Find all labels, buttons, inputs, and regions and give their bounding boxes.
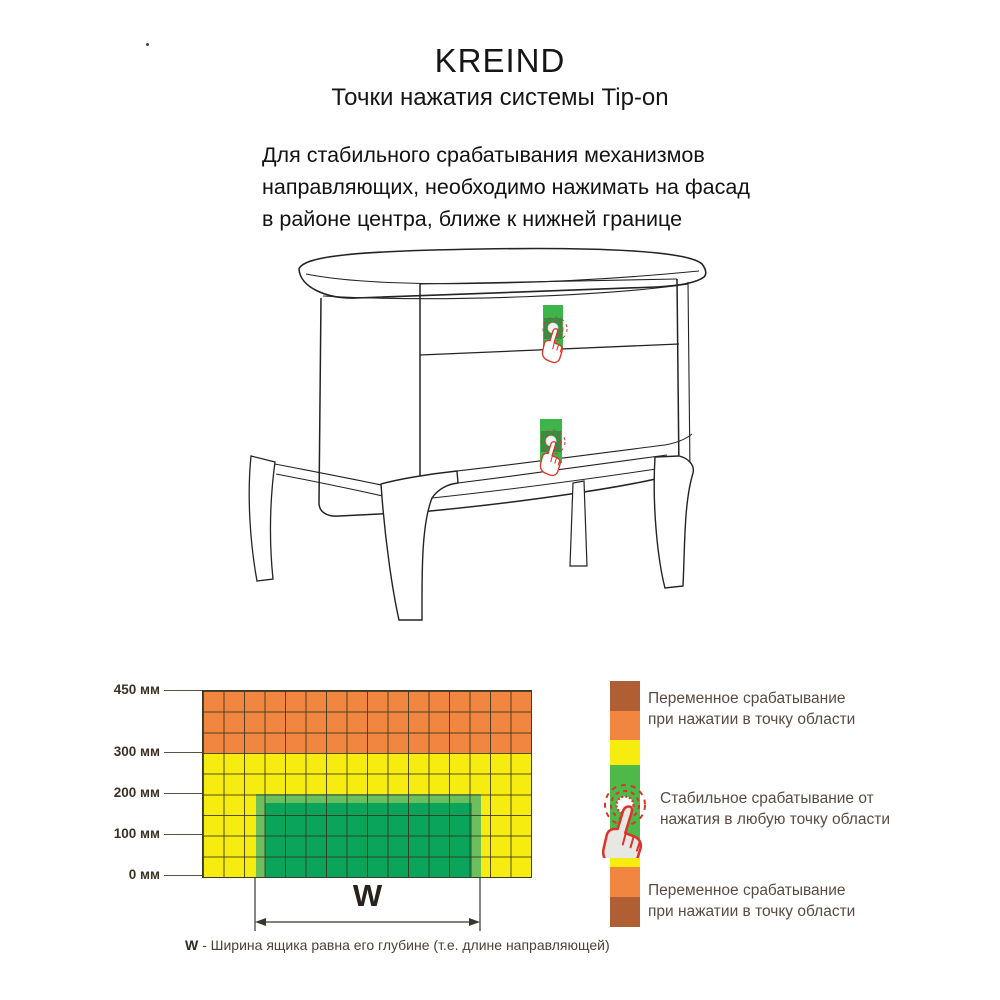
page-title: Точки нажатия системы Tip-on — [331, 84, 669, 111]
grid-lines — [203, 691, 531, 877]
legend-seg-brown — [610, 897, 640, 927]
tick-line — [164, 752, 202, 753]
intro-line: Для стабильного срабатывания механизмов — [262, 143, 705, 167]
ytick-300: 300 мм — [113, 744, 160, 759]
tick-line — [164, 834, 202, 835]
tick-line — [164, 793, 202, 794]
cabinet-body — [319, 279, 690, 516]
ytick-200: 200 мм — [113, 785, 160, 800]
press-hand-icon — [538, 327, 572, 365]
caption-w: W — [185, 937, 199, 953]
intro-line: в районе центра, ближе к нижней границе — [262, 207, 683, 231]
legend-entry-variable-bottom: Переменное срабатывание при нажатии в точку области — [648, 882, 856, 920]
legend-seg-yellow — [610, 740, 640, 765]
legend-seg-orange — [610, 711, 640, 740]
legend-entry-variable-top: Переменное срабатывание при нажатии в точку области — [648, 690, 856, 728]
cabinet-legs — [249, 434, 693, 620]
ytick-0: 0 мм — [128, 867, 160, 882]
ytick-450: 450 мм — [113, 682, 160, 697]
legend-entry-stable: Стабильное срабатывание от нажатия в любую точку области — [660, 790, 890, 828]
legend-seg-brown — [610, 681, 640, 711]
press-point-drawer-1 — [538, 305, 572, 365]
tick-line — [164, 690, 202, 691]
press-zone-chart — [202, 690, 532, 878]
legend-seg-orange — [610, 867, 640, 897]
brand-title: KREIND — [434, 42, 566, 79]
ytick-100: 100 мм — [113, 826, 160, 841]
tick-line — [164, 875, 202, 876]
width-label: W — [352, 878, 383, 913]
intro-line: направляющих, необходимо нажимать на фасад — [262, 175, 750, 199]
chart-caption — [185, 937, 610, 953]
intro-paragraph — [262, 139, 762, 235]
caption-text: - Ширина ящика равна его глубине (т.е. длине направляющей) — [198, 937, 610, 953]
cabinet-top — [299, 249, 706, 299]
nightstand-line-drawing — [236, 243, 728, 628]
